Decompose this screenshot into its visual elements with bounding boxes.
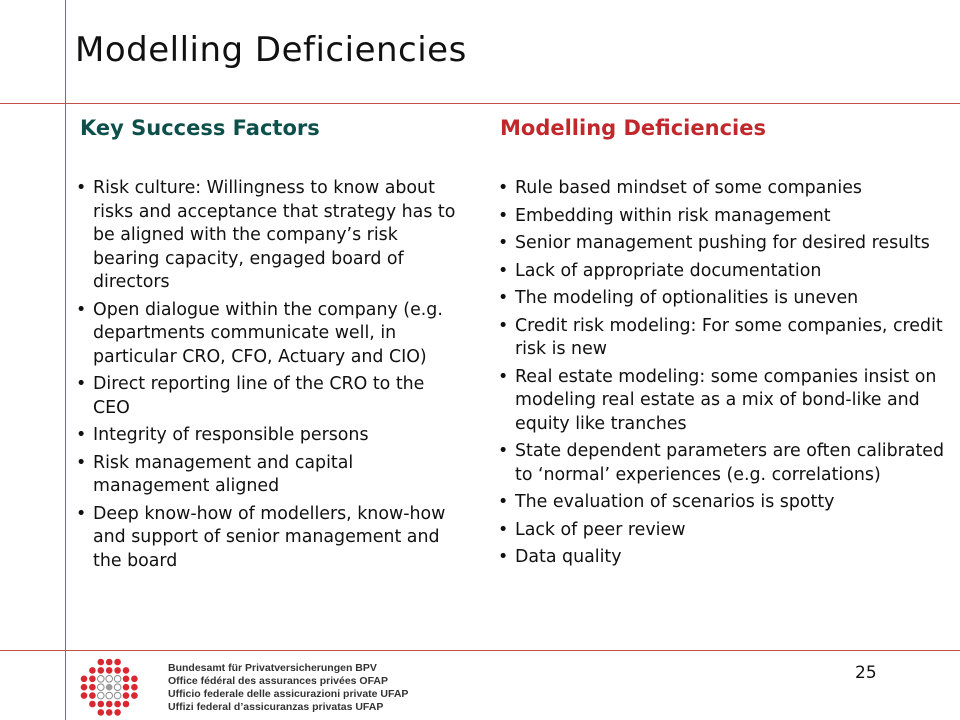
list-item: • Deep know-how of modellers, know-how and support of senior management and the board (75, 503, 460, 574)
title-divider (0, 103, 960, 104)
modelling-deficiencies-heading: Modelling Deficiencies (500, 116, 766, 140)
page-number: 25 (855, 663, 877, 683)
logo-dot (106, 667, 113, 674)
vertical-rule (65, 0, 66, 720)
list-item: • Lack of appropriate documentation (497, 260, 947, 284)
logo-dot (89, 676, 96, 683)
list-item: • Open dialogue within the company (e.g. departments communicate well, in particular CRO, CFO, Actuary and CIO) (75, 299, 460, 370)
logo-dot (106, 676, 113, 683)
logo-dot (81, 676, 88, 683)
logo-dot (123, 701, 130, 708)
key-success-factors-list (75, 177, 460, 577)
logo-dot (114, 667, 121, 674)
swiss-federal-logo-icon (74, 656, 164, 720)
logo-dot (131, 692, 138, 699)
logo-dot (114, 701, 121, 708)
modelling-deficiencies-list (497, 177, 947, 574)
list-item: • Integrity of responsible persons (75, 424, 460, 448)
logo-dot (89, 692, 96, 699)
logo-dot (131, 676, 138, 683)
logo-dot (114, 692, 121, 699)
logo-dot (98, 701, 105, 708)
logo-dot (114, 684, 121, 691)
list-item: • Direct reporting line of the CRO to the CEO (75, 373, 460, 420)
logo-dot (123, 692, 130, 699)
logo-dot (106, 701, 113, 708)
logo-dot (98, 659, 105, 666)
logo-dot (89, 701, 96, 708)
list-item: • Lack of peer review (497, 519, 947, 543)
slide-title: Modelling Deficiencies (75, 30, 467, 70)
logo-dot (131, 684, 138, 691)
list-item: • Rule based mindset of some companies (497, 177, 947, 201)
logo-dot (123, 676, 130, 683)
agency-name-de: Bundesamt für Privatversicherungen BPV (168, 662, 377, 674)
logo-dot (114, 676, 121, 683)
list-item: • Senior management pushing for desired results (497, 232, 947, 256)
logo-dot (106, 709, 113, 716)
logo-dot (81, 692, 88, 699)
logo-dot (114, 709, 121, 716)
list-item: • Credit risk modeling: For some companies, credit risk is new (497, 315, 947, 362)
list-item: • The evaluation of scenarios is spotty (497, 491, 947, 515)
footer-divider (0, 650, 960, 651)
agency-name-fr: Office fédéral des assurances privées OFAP (168, 675, 389, 687)
logo-dot (106, 659, 113, 666)
logo-dot (89, 684, 96, 691)
agency-name-rm: Uffizi federal d’assicuranzas privatas UFAP (168, 701, 384, 713)
list-item: • Data quality (497, 546, 947, 570)
logo-dot (114, 659, 121, 666)
logo-dot (98, 709, 105, 716)
logo-dot (98, 676, 105, 683)
logo-dot (98, 684, 105, 691)
agency-name-block (168, 662, 408, 714)
list-item: • Real estate modeling: some companies insist on modeling real estate as a mix of bond-like and equity like tranches (497, 366, 947, 437)
logo-dot (123, 684, 130, 691)
logo-dot (106, 684, 113, 691)
logo-dot (98, 692, 105, 699)
list-item: • The modeling of optionalities is uneven (497, 287, 947, 311)
logo-dot (106, 692, 113, 699)
logo-dot (89, 667, 96, 674)
logo-dot (81, 684, 88, 691)
list-item: • Risk management and capital management aligned (75, 452, 460, 499)
list-item: • State dependent parameters are often calibrated to ‘normal’ experiences (e.g. correlations) (497, 440, 947, 487)
key-success-factors-heading: Key Success Factors (80, 116, 320, 140)
logo-dot (123, 667, 130, 674)
logo-dot (98, 667, 105, 674)
agency-name-it: Ufficio federale delle assicurazioni private UFAP (168, 688, 409, 700)
list-item: • Risk culture: Willingness to know about risks and acceptance that strategy has to be aligned with the company’s risk bearing capacity, engaged board of directors (75, 177, 460, 295)
list-item: • Embedding within risk management (497, 205, 947, 229)
